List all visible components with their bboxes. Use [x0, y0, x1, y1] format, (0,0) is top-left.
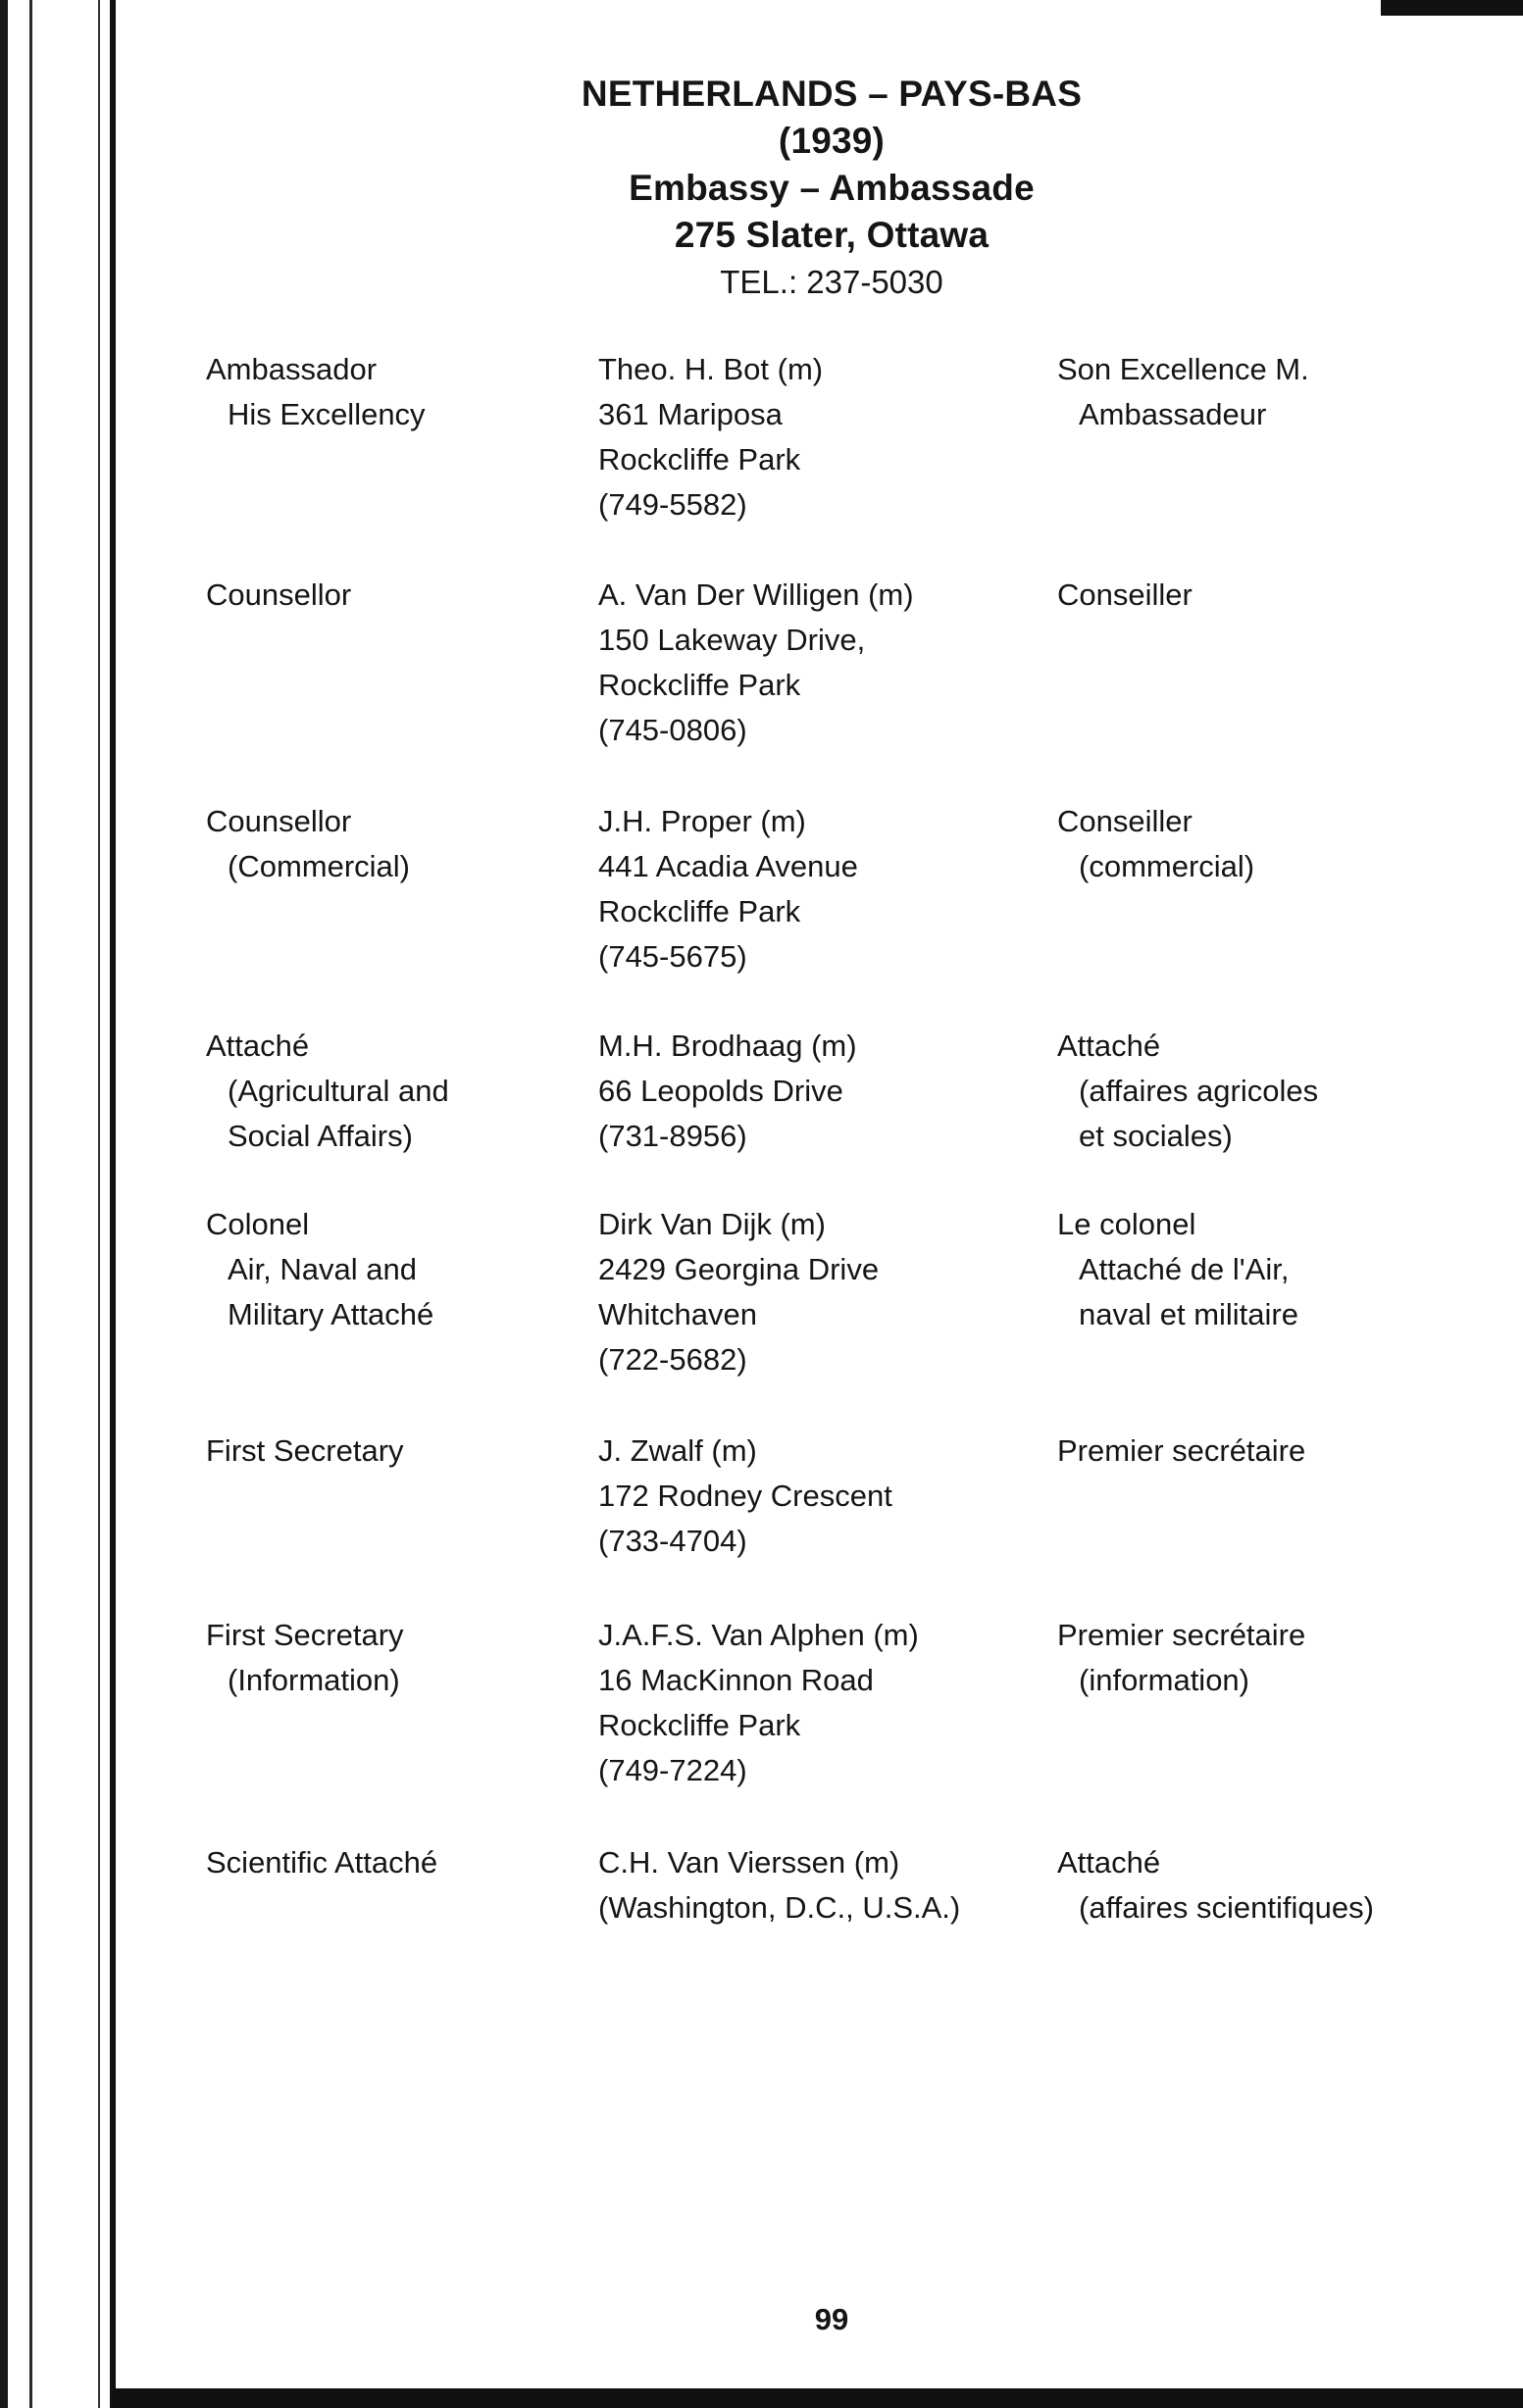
french-title: Conseiller	[1057, 577, 1193, 612]
english-title: Counsellor (Commercial)	[206, 804, 410, 883]
scan-border-left	[0, 0, 116, 2408]
english-title: First Secretary	[206, 1433, 404, 1468]
staff-name-address: J.A.F.S. Van Alphen (m) 16 MacKinnon Road Rockcliffe Park (749-7224)	[598, 1618, 919, 1787]
staff-name-address: A. Van Der Willigen (m) 150 Lakeway Drive, Rockcliffe Park (745-0806)	[598, 577, 914, 747]
french-title: Le colonel Attaché de l'Air, naval et militaire	[1057, 1207, 1298, 1331]
french-title: Attaché (affaires agricoles et sociales)	[1057, 1028, 1319, 1153]
scan-binding-line	[29, 0, 32, 2408]
scan-border-bottom	[110, 2388, 1523, 2408]
staff-name-address: J. Zwalf (m) 172 Rodney Crescent (733-4704)	[598, 1433, 892, 1558]
english-title: Counsellor	[206, 577, 352, 612]
staff-name-address: Theo. H. Bot (m) 361 Mariposa Rockcliffe Park (749-5582)	[598, 352, 824, 522]
staff-list	[116, 0, 1523, 2388]
staff-name-address: J.H. Proper (m) 441 Acadia Avenue Rockcliffe Park (745-5675)	[598, 804, 858, 974]
french-title: Attaché (affaires scientifiques)	[1057, 1845, 1374, 1925]
staff-name-address: M.H. Brodhaag (m) 66 Leopolds Drive (731-8956)	[598, 1028, 857, 1153]
french-title: Conseiller (commercial)	[1057, 804, 1255, 883]
scan-margin-line	[98, 0, 100, 2408]
mission-type: Embassy – Ambassade	[629, 168, 1035, 208]
french-title: Premier secrétaire	[1057, 1433, 1306, 1468]
staff-name-address: C.H. Van Vierssen (m) (Washington, D.C., U.S.A.)	[598, 1845, 961, 1925]
year-established: (1939)	[778, 121, 886, 161]
english-title: First Secretary (Information)	[206, 1618, 404, 1697]
english-title: Colonel Air, Naval and Military Attaché	[206, 1207, 434, 1331]
mission-telephone: TEL.: 237-5030	[720, 264, 943, 300]
mission-address: 275 Slater, Ottawa	[674, 215, 990, 255]
scan-edge-shadow	[0, 0, 8, 2408]
country-title: NETHERLANDS – PAYS-BAS	[581, 74, 1083, 114]
document-page	[116, 0, 1523, 2388]
english-title: Scientific Attaché	[206, 1845, 438, 1880]
page-number: 99	[814, 2302, 849, 2336]
french-title: Premier secrétaire (information)	[1057, 1618, 1306, 1697]
staff-name-address: Dirk Van Dijk (m) 2429 Georgina Drive Whitchaven (722-5682)	[598, 1207, 880, 1377]
english-title: Ambassador His Excellency	[206, 352, 426, 431]
english-title: Attaché (Agricultural and Social Affairs)	[206, 1028, 449, 1153]
french-title: Son Excellence M. Ambassadeur	[1057, 352, 1309, 431]
